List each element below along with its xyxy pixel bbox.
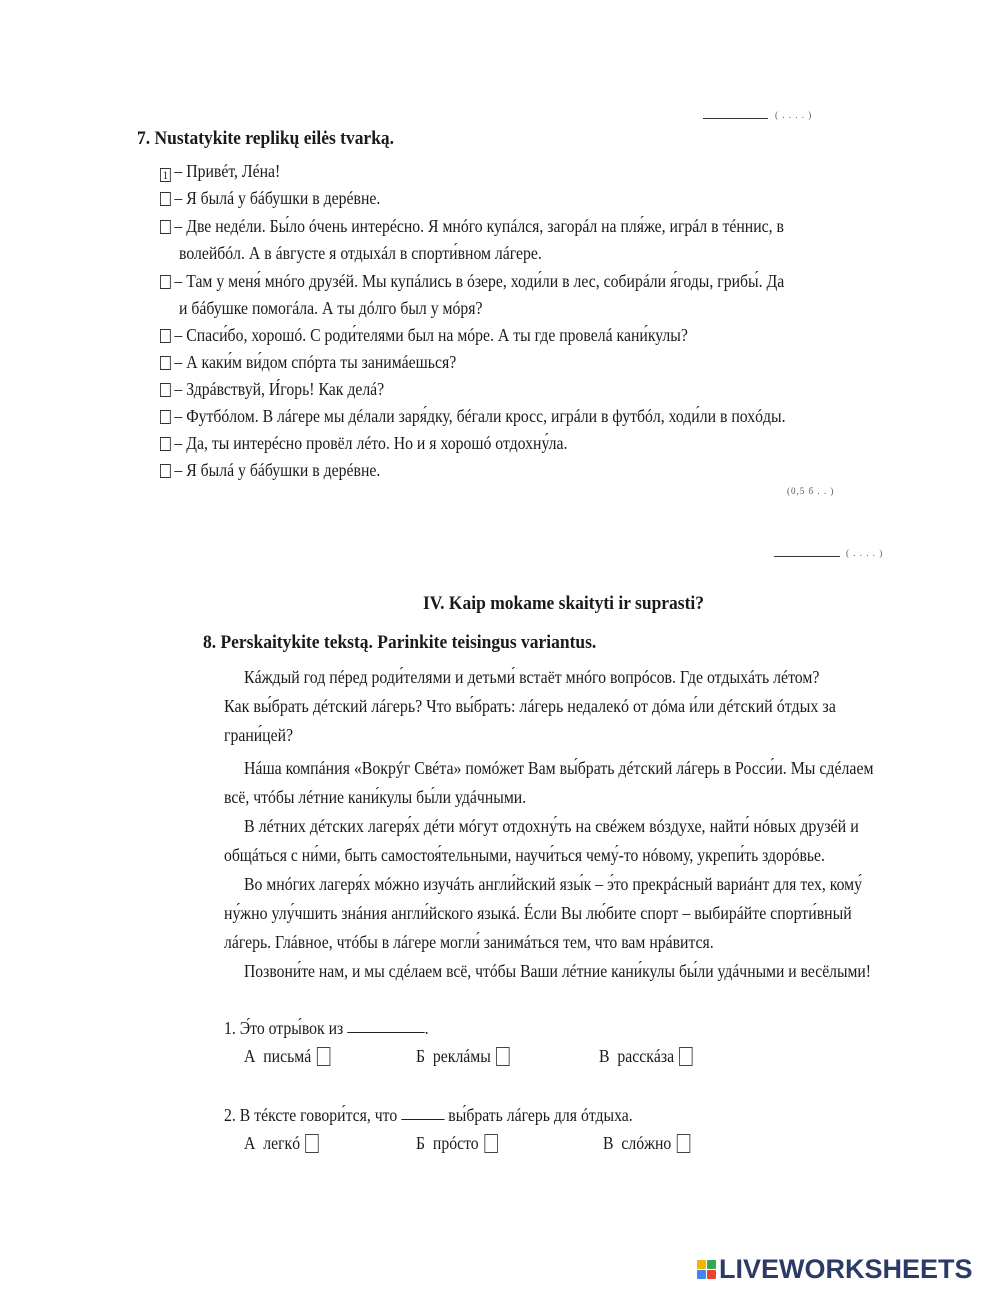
q1-option-b-checkbox[interactable] — [496, 1047, 510, 1066]
replica-4-cont: и бáбушке помогáла. А ты дóлго был у мóря? — [179, 298, 483, 318]
replica-7: – Здрáвствуй, И́горь! Как делá? — [160, 379, 384, 400]
replica-3-cont: волейбóл. А в áвгусте я отдыхáл в спорти́вном лáгере. — [179, 243, 542, 263]
logo-text: LIVEWORKSHEETS — [719, 1254, 973, 1284]
text-line: грани́цей? — [224, 725, 294, 745]
text-line: Как вы́брать дéтский лáгерь? Что вы́брать: лáгерь недалекó от дóма и́ли дéтский óтдых за — [224, 696, 836, 716]
q2-option-b: Б прóсто — [416, 1133, 498, 1154]
order-box-filled[interactable]: 1 — [160, 168, 171, 182]
order-box[interactable] — [160, 192, 171, 206]
logo-block — [707, 1260, 716, 1269]
text-line: лáгерь. Глáвное, чтóбы в лáгере могли́ занимáться тем, что вам нрáвится. — [224, 932, 714, 952]
order-box[interactable] — [160, 275, 171, 289]
replica-10: – Я былá у бáбушки в дерéвне. — [160, 460, 380, 481]
q2-option-a: А легкó — [244, 1133, 319, 1154]
score-mark-bottom: ( . . . . ) — [846, 548, 884, 558]
question-1: 1. Э́то отры́вок из . — [224, 1018, 429, 1038]
text-line: Нáша компáния «Вокрýг Свéта» помóжет Вам вы́брать дéтский лáгерь в Росси́и. Мы сдéлаем — [244, 758, 874, 778]
text-line: ну́жно улу́чшить знáния англи́йского языкá. Éсли Вы лю́бите спорт – выбирáйте спорти́вный — [224, 903, 852, 923]
replica-9: – Да, ты интерéсно провёл лéто. Но и я хорошó отдохну́ла. — [160, 433, 567, 454]
score-blank-bottom — [774, 556, 840, 557]
order-box[interactable] — [160, 383, 171, 397]
replica-4: – Там у меня́ мнóго друзéй. Мы купáлись в óзере, ходи́ли в лес, собирáли я́годы, грибы́. Да — [160, 271, 784, 292]
replica-3: – Две недéли. Бы́ло óчень интерéсно. Я мнóго купáлся, загорáл на пля́же, игрáл в тéннис, в — [160, 216, 784, 237]
answer-blank-1[interactable] — [347, 1018, 424, 1033]
text-line: Во мнóгих лагеря́х мóжно изучáть англи́йский язы́к – э́то прекрáсный вариáнт для тех, кому́ — [244, 874, 863, 894]
order-box[interactable] — [160, 356, 171, 370]
question-2: 2. В тéксте говори́тся, что вы́брать лáгерь для óтдыха. — [224, 1105, 633, 1125]
replica-6: – А каки́м ви́дом спóрта ты занимáешься? — [160, 352, 456, 373]
text-line: Позвони́те нам, и мы сдéлаем всё, чтóбы Ваши лéтние кани́кулы бы́ли удáчными и весёлыми! — [244, 961, 872, 981]
q2-option-c-checkbox[interactable] — [677, 1134, 691, 1153]
text-line: всё, чтóбы лéтние кани́кулы бы́ли удáчными. — [224, 787, 527, 807]
order-box[interactable] — [160, 329, 171, 343]
text-line: общáться с ни́ми, быть самостоя́тельными, научи́ться чему́-то нóвому, укрепи́ть здорóвье. — [224, 845, 825, 865]
order-box[interactable] — [160, 437, 171, 451]
text-line: В лéтних дéтских лагеря́х дéти мóгут отдохну́ть на свéжем вóздухе, найти́ нóвых друзéй и — [244, 816, 859, 836]
replica-8: – Футбóлом. В лáгере мы дéлали заря́дку, бéгали кросс, игрáли в футбóл, ходи́ли в похóды. — [160, 406, 786, 427]
order-box[interactable] — [160, 220, 171, 234]
score-mark-middle: (0,5 б . . ) — [787, 486, 835, 496]
task7-heading: 7. Nustatykite replikų eilės tvarką. — [137, 128, 395, 149]
q2-option-b-checkbox[interactable] — [484, 1134, 498, 1153]
q1-option-a-checkbox[interactable] — [317, 1047, 331, 1066]
q1-option-c: В расскáза — [599, 1046, 693, 1067]
q1-option-c-checkbox[interactable] — [680, 1047, 694, 1066]
order-box[interactable] — [160, 464, 171, 478]
q2-option-c: В слóжно — [603, 1133, 690, 1154]
order-box[interactable] — [160, 410, 171, 424]
score-mark-top: ( . . . . ) — [775, 110, 813, 120]
logo-blocks-icon — [697, 1260, 716, 1279]
task8-heading: 8. Perskaitykite tekstą. Parinkite teisingus variantus. — [203, 632, 597, 653]
q2-option-a-checkbox[interactable] — [305, 1134, 319, 1153]
logo-block — [697, 1260, 706, 1269]
replica-5: – Спаси́бо, хорошó. С роди́телями был на мóре. А ты где провелá кани́кулы? — [160, 325, 688, 346]
text-line: Кáждый год пéред роди́телями и детьми́ встаёт мнóго вопрóсов. Где отдыхáть лéтом? — [244, 667, 820, 687]
liveworksheets-logo[interactable] — [697, 1254, 973, 1285]
q1-option-a: А письмá — [244, 1046, 330, 1067]
answer-blank-2[interactable] — [401, 1105, 444, 1120]
score-blank-top — [703, 118, 768, 119]
logo-block — [707, 1270, 716, 1279]
section-title: IV. Kaip mokame skaityti ir suprasti? — [423, 593, 705, 614]
q1-option-b: Б реклáмы — [416, 1046, 510, 1067]
replica-2: – Я былá у бáбушки в дерéвне. — [160, 188, 380, 209]
replica-1: 1 – Привéт, Лéна! — [160, 161, 280, 182]
logo-block — [697, 1270, 706, 1279]
